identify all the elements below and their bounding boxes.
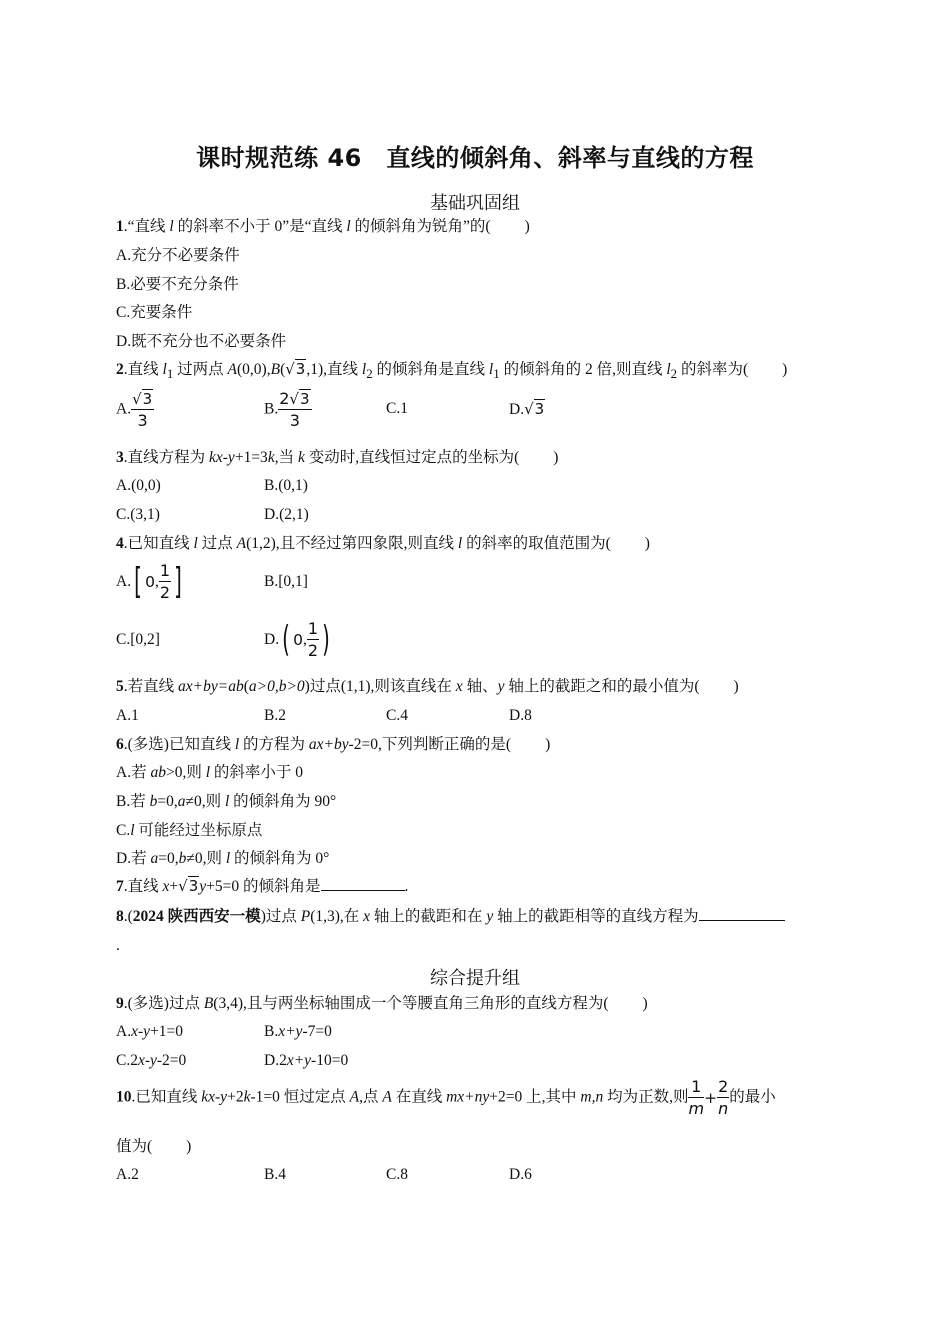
q6-option-a: A.若 ab>0,则 l 的斜率小于 0 (116, 764, 304, 781)
q5-option-b: B.2 (264, 707, 286, 724)
q5-option-d: D.8 (509, 707, 532, 724)
question-5: 5.若直线 ax+by=ab(a>0,b>0)过点(1,1),则该直线在 x 轴、y 轴上的截距之和的最小值为( ) (116, 678, 739, 695)
q4-option-d: D.( 0, $\frac{1}{2}$ ) (264, 619, 330, 660)
q9-option-b: B.x+y-7=0 (264, 1023, 332, 1040)
q3-option-c: C.(3,1) (116, 506, 160, 523)
q6-option-d: D.若 a=0,b≠0,则 l 的倾斜角为 0° (116, 850, 330, 867)
question-8: 8.(2024 陕西西安一模)过点 P(1,3),在 x 轴上的截距和在 y 轴上的截距相等的直线方程为 (116, 906, 785, 927)
question-6: 6.(多选)已知直线 l 的方程为 ax+by-2=0,下列判断正确的是( ) (116, 736, 551, 753)
question-10: 10.已知直线 kx-y+2k-1=0 恒过定点 A,点 A 在直线 mx+ny+2=0 上,其中 m,n 均为正数,则 $\frac{1}{m}$ + $\frac{2}{n}$ 的最小 (116, 1077, 776, 1118)
question-3: 3.直线方程为 kx-y+1=3k,当 k 变动时,直线恒过定点的坐标为( ) (116, 449, 559, 466)
q6-option-b: B.若 b=0,a≠0,则 l 的倾斜角为 90° (116, 793, 337, 810)
q10-option-a: A.2 (116, 1166, 139, 1183)
question-10-continued: 值为( ) (116, 1138, 192, 1155)
q1-option-c: C.充要条件 (116, 304, 193, 321)
q1-option-a: A.充分不必要条件 (116, 247, 240, 264)
answer-blank[interactable] (699, 906, 785, 921)
q6-option-c: C.l 可能经过坐标原点 (116, 822, 263, 839)
page-title: 课时规范练 46 直线的倾斜角、斜率与直线的方程 (196, 144, 754, 172)
section-basic: 基础巩固组 (430, 193, 520, 214)
q4-option-a: A.[ 0, $\frac{1}{2}$ ] (116, 561, 182, 602)
q9-option-c: C.2x-y-2=0 (116, 1052, 187, 1069)
q2-option-d: D.√3 (509, 400, 545, 418)
q4-option-c: C.[0,2] (116, 631, 160, 648)
q1-option-d: D.既不充分也不必要条件 (116, 333, 287, 350)
question-9: 9.(多选)过点 B(3,4),且与两坐标轴围成一个等腰直角三角形的直线方程为( ) (116, 995, 648, 1012)
question-7: 7.直线 x+√3y+5=0 的倾斜角是 . (116, 877, 409, 895)
section-advanced: 综合提升组 (430, 968, 520, 989)
q3-option-b: B.(0,1) (264, 477, 308, 494)
q5-option-a: A.1 (116, 707, 139, 724)
q4-option-b: B.[0,1] (264, 573, 308, 590)
q2-option-a: A. $\frac{√3}{3}$ (116, 390, 153, 430)
q1-option-b: B.必要不充分条件 (116, 276, 239, 293)
q3-option-a: A.(0,0) (116, 477, 161, 494)
q2-option-b: B. $\frac{2√3}{3}$ (264, 389, 310, 430)
q10-option-b: B.4 (264, 1166, 286, 1183)
question-2: 2.直线 $l_1$ 过两点 A(0,0),B(√3,1),直线 $l_2$ 的倾斜角是直线 $l_1$ 的倾斜角的 2 倍,则直线 $l_2$ 的斜率为( ) (116, 360, 788, 382)
question-4: 4.已知直线 l 过点 A(1,2),且不经过第四象限,则直线 l 的斜率的取值范围为( ) (116, 535, 650, 552)
q3-option-d: D.(2,1) (264, 506, 309, 523)
sqrt-symbol: √3 (285, 360, 306, 378)
q8-period: . (116, 937, 120, 954)
q10-option-c: C.8 (386, 1166, 408, 1183)
question-1: 1.“直线 l 的斜率不小于 0”是“直线 l 的倾斜角为锐角”的( ) (116, 218, 530, 235)
q5-option-c: C.4 (386, 707, 408, 724)
answer-blank[interactable] (321, 876, 405, 891)
q10-option-d: D.6 (509, 1166, 532, 1183)
q9-option-a: A.x-y+1=0 (116, 1023, 183, 1040)
q9-option-d: D.2x+y-10=0 (264, 1052, 349, 1069)
q2-option-c: C.1 (386, 400, 408, 417)
